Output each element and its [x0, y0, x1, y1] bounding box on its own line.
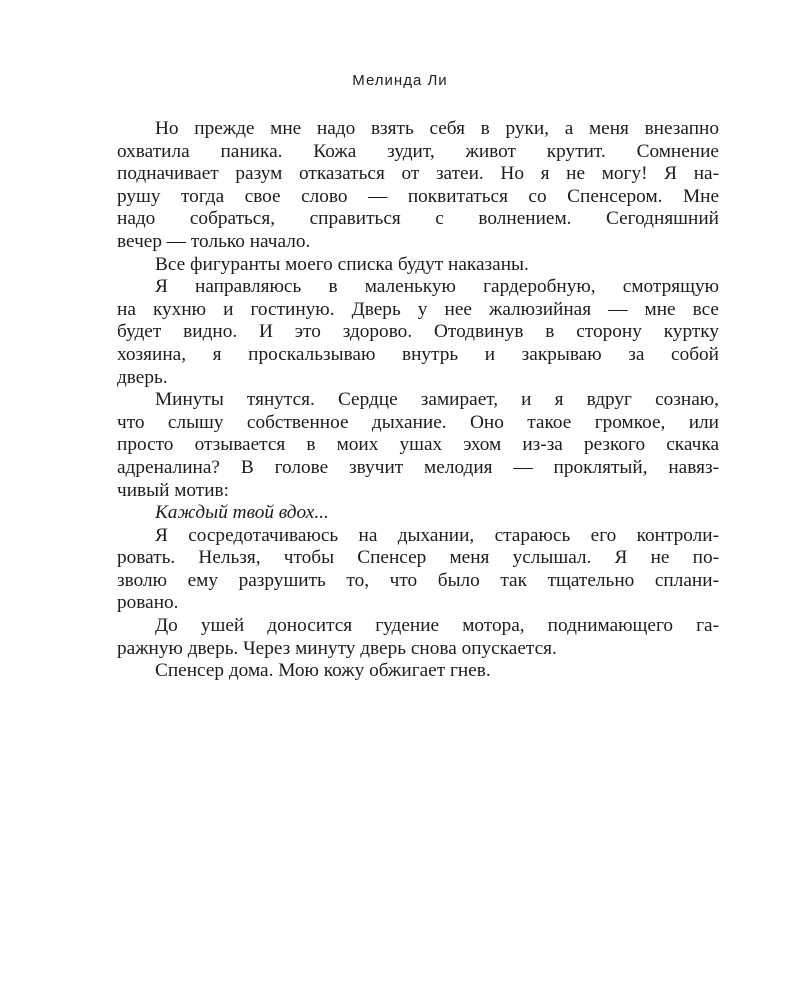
- text-line: будет видно. И это здорово. Отодвинув в сторону куртку: [117, 321, 719, 343]
- text-line: просто отзывается в моих ушах эхом из-за резкого скачка: [117, 434, 719, 456]
- text-line: Но прежде мне надо взять себя в руки, а меня внезапно: [155, 118, 719, 139]
- text-line: Минуты тянутся. Сердце замирает, и я вдруг сознаю,: [155, 389, 719, 411]
- text-line: зволю ему разрушить то, что было так тщательно сплани-: [117, 569, 719, 591]
- body-text: [117, 118, 719, 683]
- paragraph: [117, 389, 719, 502]
- text-line: на кухню и гостиную. Дверь у нее жалюзийная — мне все: [117, 298, 719, 320]
- text-line: дверь.: [117, 366, 168, 388]
- text-line: хозяина, я проскальзываю внутрь и закрываю за собой: [117, 343, 719, 365]
- text-line: Спенсер дома. Мою кожу обжигает гнев.: [155, 660, 491, 682]
- paragraph: [117, 660, 719, 683]
- text-line: До ушей доносится гудение мотора, поднимающего га-: [155, 615, 719, 637]
- text-line: чивый мотив:: [117, 479, 230, 501]
- paragraph: [117, 615, 719, 660]
- text-line: Каждый твой вдох...: [155, 502, 329, 524]
- text-line: ровано.: [117, 592, 179, 614]
- paragraph: [117, 525, 719, 615]
- text-line: ражную дверь. Через минуту дверь снова опускается.: [117, 637, 557, 659]
- italic-paragraph: [117, 502, 719, 525]
- paragraph: [117, 276, 719, 389]
- paragraph: [117, 118, 719, 254]
- text-line: вечер — только начало.: [117, 230, 311, 252]
- paragraph: [117, 254, 719, 277]
- text-line: подначивает разум отказаться от затеи. Но я не могу! Я на-: [117, 163, 719, 185]
- text-line: рушу тогда свое слово — поквитаться со Спенсером. Мне: [117, 185, 719, 207]
- running-title: Мелинда Ли: [352, 72, 448, 89]
- text-line: охватила паника. Кожа зудит, живот крутит. Сомнение: [117, 140, 719, 162]
- text-line: Я сосредотачиваюсь на дыхании, стараюсь его контроли-: [155, 524, 719, 546]
- text-line: что слышу собственное дыхание. Оно такое громкое, или: [117, 411, 719, 433]
- text-line: ровать. Нельзя, чтобы Спенсер меня услышал. Я не по-: [117, 547, 719, 569]
- text-line: Я направляюсь в маленькую гардеробную, смотрящую: [155, 276, 719, 298]
- text-line: Все фигуранты моего списка будут наказаны.: [155, 253, 529, 275]
- text-line: адреналина? В голове звучит мелодия — проклятый, навяз-: [117, 456, 719, 478]
- text-line: надо собраться, справиться с волнением. Сегодняшний: [117, 208, 719, 230]
